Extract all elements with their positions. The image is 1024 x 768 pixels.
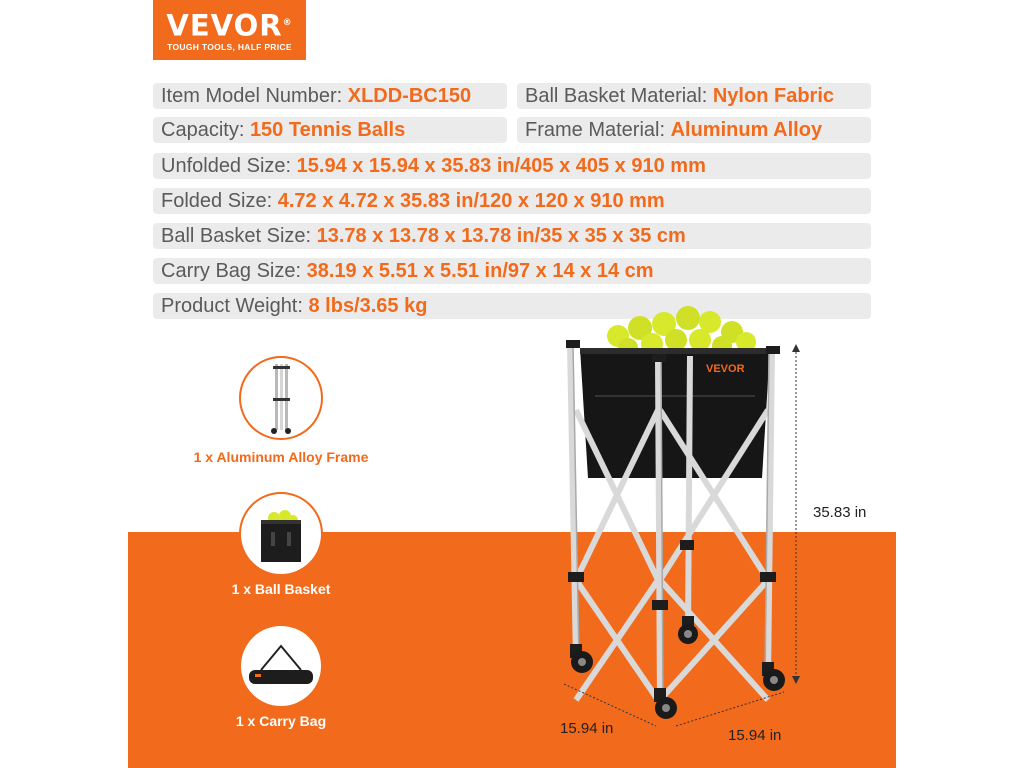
- spec-row-frame-material: Frame Material: Aluminum Alloy: [517, 117, 871, 143]
- basket-logo: VEVOR: [706, 363, 745, 375]
- cart-wheels: [570, 616, 785, 719]
- dimension-height: 35.83 in: [813, 504, 867, 521]
- spec-row-weight: Product Weight: 8 lbs/3.65 kg: [153, 293, 871, 319]
- caption-bag: 1 x Carry Bag: [235, 713, 327, 729]
- frame-thumbnail: [239, 356, 323, 440]
- vevor-logo: [153, 0, 306, 60]
- logo-brand: VEVOR®: [166, 8, 293, 43]
- bag-thumbnail: [239, 624, 323, 708]
- spec-row-capacity: Capacity: 150 Tennis Balls: [153, 117, 507, 143]
- ball-cart-illustration: [540, 300, 820, 740]
- caption-basket: 1 x Ball Basket: [231, 581, 331, 597]
- dimension-width: 15.94 in: [560, 720, 614, 737]
- caption-frame: 1 x Aluminum Alloy Frame: [193, 449, 369, 465]
- spec-row-basket-material: Ball Basket Material: Nylon Fabric: [517, 83, 871, 109]
- basket-thumbnail: [239, 492, 323, 576]
- dimension-depth: 15.94 in: [728, 727, 782, 744]
- spec-row-bag-size: Carry Bag Size: 38.19 x 5.51 x 5.51 in/97 x 14 x 14 cm: [153, 258, 871, 284]
- logo-tagline: TOUGH TOOLS, HALF PRICE: [167, 41, 292, 52]
- spec-row-unfolded-size: Unfolded Size: 15.94 x 15.94 x 35.83 in/405 x 405 x 910 mm: [153, 153, 871, 179]
- spec-row-model: Item Model Number: XLDD-BC150: [153, 83, 507, 109]
- carry-bag-icon: [241, 626, 321, 706]
- ball-basket-icon: [241, 494, 321, 574]
- spec-row-folded-size: Folded Size: 4.72 x 4.72 x 35.83 in/120 x 120 x 910 mm: [153, 188, 871, 214]
- spec-row-basket-size: Ball Basket Size: 13.78 x 13.78 x 13.78 in/35 x 35 x 35 cm: [153, 223, 871, 249]
- folded-frame-icon: [241, 358, 321, 438]
